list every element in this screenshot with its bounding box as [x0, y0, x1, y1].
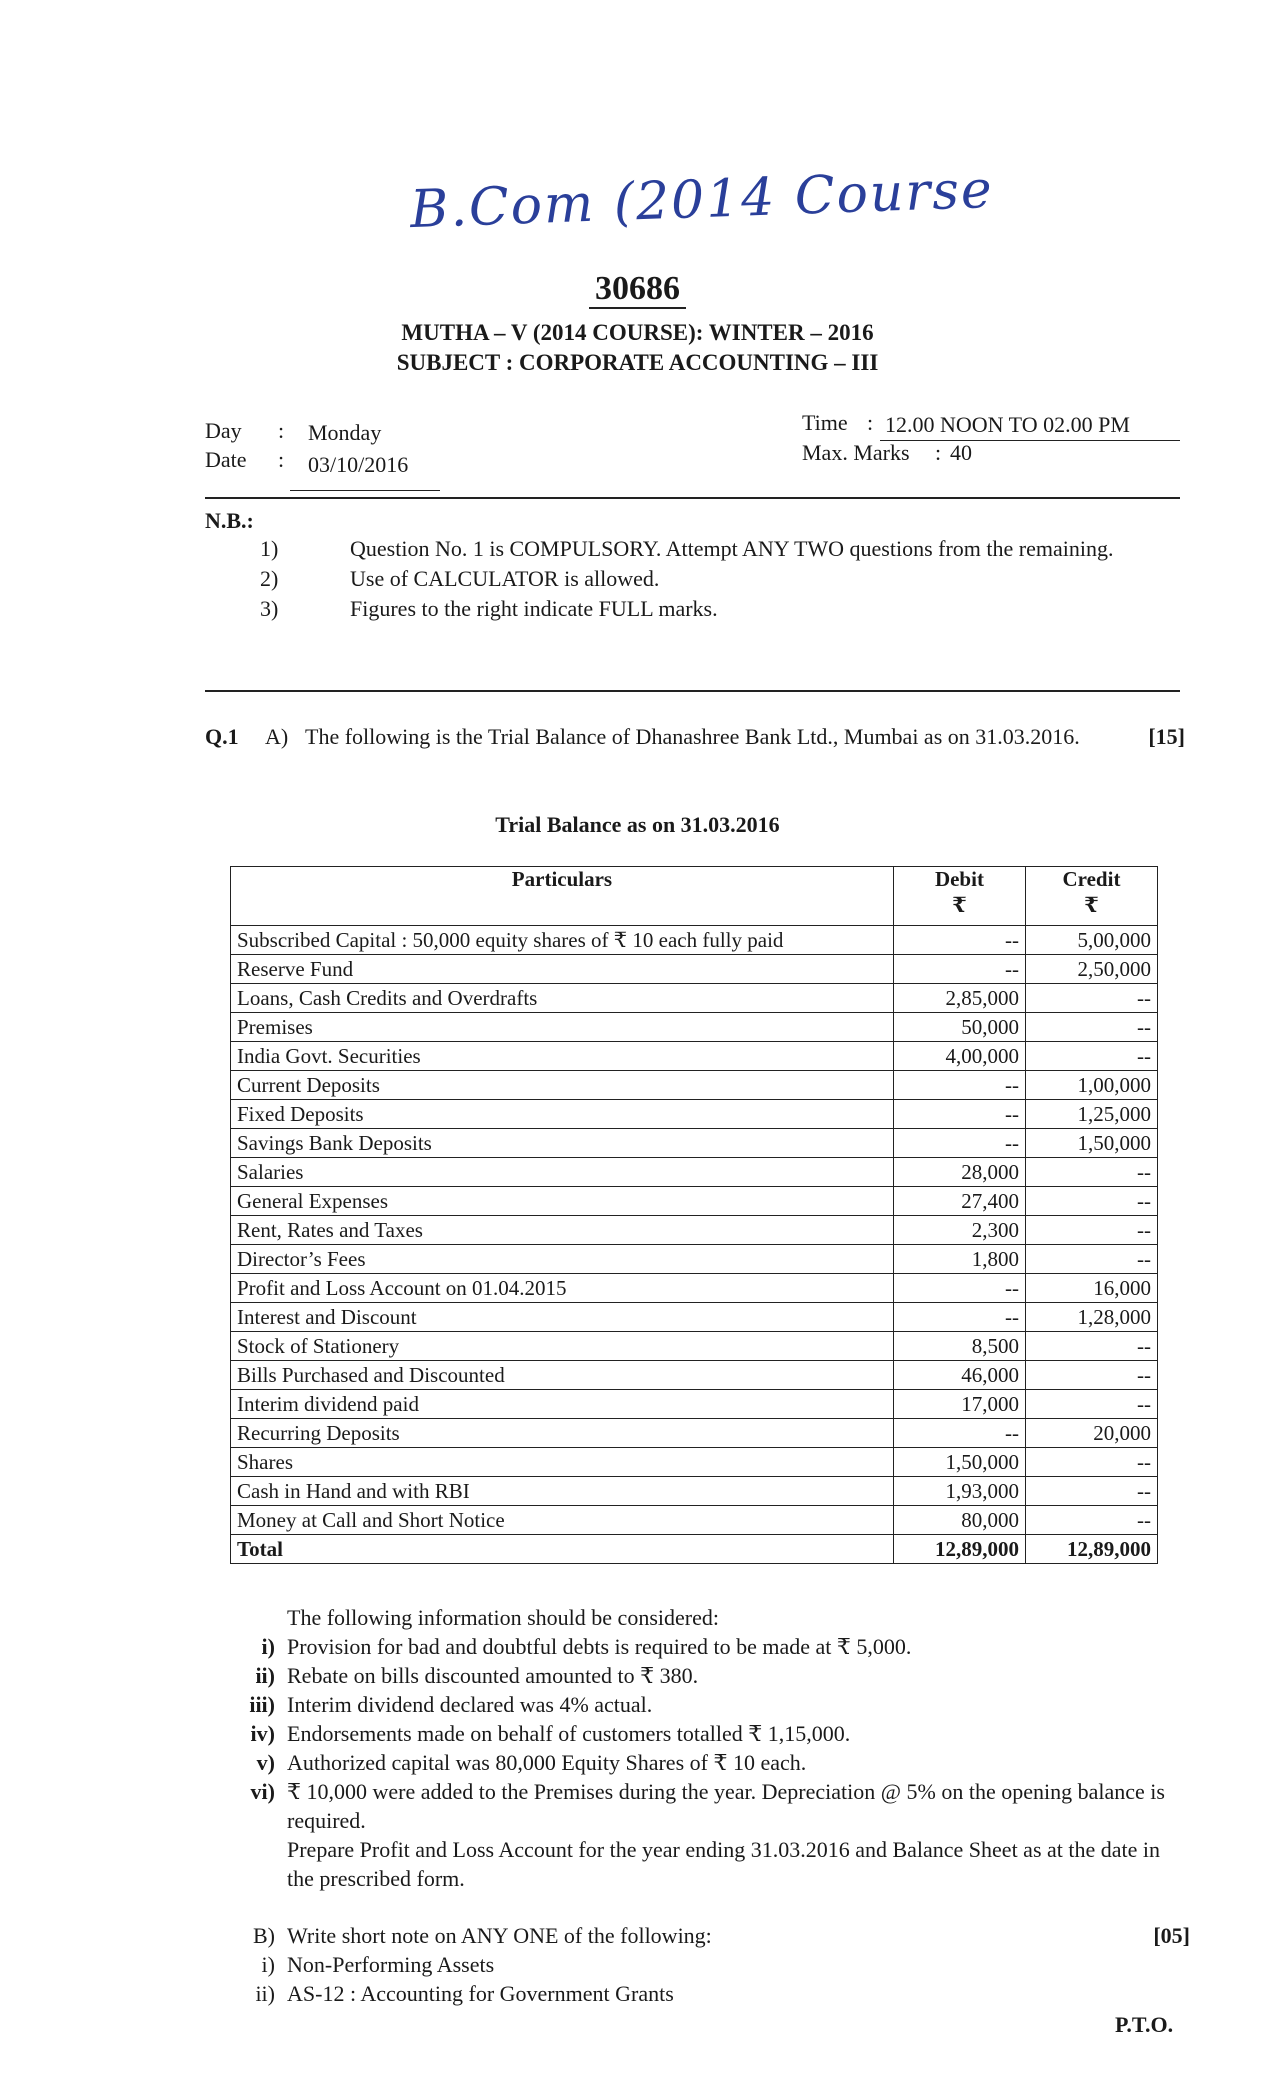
question-text: The following is the Trial Balance of Dhanashree Bank Ltd., Mumbai as on 31.03.2016. — [305, 724, 1080, 749]
credit-cell: 20,000 — [1025, 1419, 1157, 1448]
particulars-cell: Profit and Loss Account on 01.04.2015 — [231, 1274, 894, 1303]
credit-cell: -- — [1025, 1332, 1157, 1361]
debit-cell: 17,000 — [893, 1390, 1025, 1419]
nb-item-number: 3) — [260, 596, 279, 621]
particulars-cell: Interim dividend paid — [231, 1390, 894, 1419]
question-1b-header — [210, 1921, 1190, 1950]
day-colon: : — [278, 418, 285, 443]
credit-cell: -- — [1025, 1506, 1157, 1535]
day-value: Monday — [308, 420, 382, 445]
marks-colon: : — [935, 440, 942, 465]
particulars-cell: Cash in Hand and with RBI — [231, 1477, 894, 1506]
credit-cell: 1,50,000 — [1025, 1129, 1157, 1158]
date-label: Date — [205, 447, 247, 472]
credit-cell: 1,28,000 — [1025, 1303, 1157, 1332]
particulars-cell: Director’s Fees — [231, 1245, 894, 1274]
table-row — [231, 1013, 1158, 1042]
table-row — [231, 1332, 1158, 1361]
credit-cell: 2,50,000 — [1025, 955, 1157, 984]
particulars-cell: Subscribed Capital : 50,000 equity shares of ₹ 10 each fully paid — [231, 926, 894, 955]
date-colon: : — [278, 447, 285, 472]
table-row — [231, 926, 1158, 955]
table-header-row — [231, 867, 1158, 926]
debit-cell: -- — [893, 1303, 1025, 1332]
info-item-text: Interim dividend declared was 4% actual. — [287, 1692, 653, 1717]
table-row — [231, 1506, 1158, 1535]
table-row — [231, 1100, 1158, 1129]
table-row — [231, 1448, 1158, 1477]
credit-cell: -- — [1025, 1042, 1157, 1071]
particulars-cell: Current Deposits — [231, 1071, 894, 1100]
header-credit-label: Credit — [1062, 867, 1121, 891]
info-item-text: Endorsements made on behalf of customers totalled ₹ 1,15,000. — [287, 1721, 851, 1746]
info-item-number: iv) — [250, 1721, 275, 1746]
debit-cell: -- — [893, 926, 1025, 955]
debit-currency: ₹ — [952, 893, 967, 917]
debit-cell: 8,500 — [893, 1332, 1025, 1361]
info-item — [210, 1661, 1190, 1690]
particulars-cell: Rent, Rates and Taxes — [231, 1216, 894, 1245]
additional-information — [210, 1603, 1190, 1893]
particulars-cell: Interest and Discount — [231, 1303, 894, 1332]
info-spacer — [210, 1835, 287, 1893]
option-number: i) — [261, 1952, 275, 1977]
time-label: Time — [802, 410, 848, 435]
debit-cell: 2,300 — [893, 1216, 1025, 1245]
table-row — [231, 1245, 1158, 1274]
particulars-cell: Money at Call and Short Notice — [231, 1506, 894, 1535]
date-value: 03/10/2016 — [308, 452, 409, 477]
info-item — [210, 1690, 1190, 1719]
header-particulars: Particulars — [231, 867, 894, 926]
info-item — [210, 1632, 1190, 1661]
subject-title: SUBJECT : CORPORATE ACCOUNTING – III — [396, 350, 879, 375]
short-note-option — [210, 1979, 1190, 2008]
total-label: Total — [231, 1535, 894, 1564]
debit-cell: 28,000 — [893, 1158, 1025, 1187]
info-intro-row — [210, 1603, 1190, 1632]
debit-cell: 1,800 — [893, 1245, 1025, 1274]
info-items — [210, 1632, 1190, 1835]
question-1a — [205, 722, 1185, 751]
particulars-cell: Salaries — [231, 1158, 894, 1187]
info-item — [210, 1777, 1190, 1835]
table-row — [231, 1042, 1158, 1071]
credit-currency: ₹ — [1084, 893, 1099, 917]
particulars-cell: Reserve Fund — [231, 955, 894, 984]
nb-list — [260, 534, 1180, 624]
debit-cell: 4,00,000 — [893, 1042, 1025, 1071]
credit-cell: 1,25,000 — [1025, 1100, 1157, 1129]
credit-cell: -- — [1025, 1187, 1157, 1216]
table-row — [231, 1477, 1158, 1506]
credit-cell: -- — [1025, 1361, 1157, 1390]
particulars-cell: Recurring Deposits — [231, 1419, 894, 1448]
info-item-text: ₹ 10,000 were added to the Premises during the year. Depreciation @ 5% on the opening balance is required. — [287, 1779, 1165, 1833]
debit-cell: -- — [893, 1100, 1025, 1129]
nb-item-text: Figures to the right indicate FULL marks. — [350, 596, 718, 621]
nb-item-number: 2) — [260, 566, 279, 591]
nb-label: N.B.: — [205, 508, 254, 533]
particulars-cell: Premises — [231, 1013, 894, 1042]
question-marks: [05] — [1153, 1923, 1190, 1948]
debit-cell: -- — [893, 1419, 1025, 1448]
table-row — [231, 1216, 1158, 1245]
nb-item-number: 1) — [260, 536, 279, 561]
info-item — [210, 1748, 1190, 1777]
short-note-option — [210, 1950, 1190, 1979]
question-marks: [15] — [1148, 724, 1185, 749]
info-instruction: Prepare Profit and Loss Account for the year ending 31.03.2016 and Balance Sheet as at the date in the prescribed form. — [287, 1837, 1161, 1891]
info-intro: The following information should be considered: — [287, 1605, 719, 1630]
total-credit: 12,89,000 — [1025, 1535, 1157, 1564]
page-turn-note: P.T.O. — [1115, 2012, 1174, 2037]
debit-cell: -- — [893, 1071, 1025, 1100]
header-debit — [893, 867, 1025, 926]
info-instruction-row — [210, 1835, 1190, 1893]
trial-balance-title: Trial Balance as on 31.03.2016 — [495, 812, 780, 837]
nb-item — [260, 594, 1180, 624]
header-debit-label: Debit — [934, 867, 984, 891]
info-item-number: ii) — [255, 1663, 275, 1688]
debit-cell: -- — [893, 1129, 1025, 1158]
question-number: Q.1 — [205, 724, 239, 749]
credit-cell: -- — [1025, 1158, 1157, 1187]
nb-rule — [205, 690, 1180, 692]
debit-cell: 1,93,000 — [893, 1477, 1025, 1506]
debit-cell: 2,85,000 — [893, 984, 1025, 1013]
table-row — [231, 1071, 1158, 1100]
info-item — [210, 1719, 1190, 1748]
credit-cell: -- — [1025, 1477, 1157, 1506]
table-row — [231, 1361, 1158, 1390]
date-underline — [290, 490, 440, 491]
table-row — [231, 1303, 1158, 1332]
debit-cell: 27,400 — [893, 1187, 1025, 1216]
question-part: A) — [265, 724, 289, 749]
nb-item-text: Question No. 1 is COMPULSORY. Attempt ANY TWO questions from the remaining. — [350, 536, 1114, 561]
debit-cell: 50,000 — [893, 1013, 1025, 1042]
table-row — [231, 1390, 1158, 1419]
debit-cell: -- — [893, 1274, 1025, 1303]
particulars-cell: Bills Purchased and Discounted — [231, 1361, 894, 1390]
table-row — [231, 1129, 1158, 1158]
table-row — [231, 1158, 1158, 1187]
credit-cell: -- — [1025, 1216, 1157, 1245]
trial-balance-table — [230, 866, 1158, 1564]
time-value: 12.00 NOON TO 02.00 PM — [885, 412, 1130, 437]
day-label: Day — [205, 418, 242, 443]
info-item-text: Authorized capital was 80,000 Equity Shares of ₹ 10 each. — [287, 1750, 807, 1775]
header-credit — [1025, 867, 1157, 926]
option-text: AS-12 : Accounting for Government Grants — [287, 1981, 674, 2006]
table-row — [231, 955, 1158, 984]
question-1b — [210, 1921, 1190, 2008]
particulars-cell: Loans, Cash Credits and Overdrafts — [231, 984, 894, 1013]
marks-value: 40 — [950, 440, 972, 465]
paper-code-text: 30686 — [589, 270, 686, 309]
credit-cell: -- — [1025, 1390, 1157, 1419]
nb-item — [260, 564, 1180, 594]
nb-item — [260, 534, 1180, 564]
debit-cell: -- — [893, 955, 1025, 984]
info-item-number: v) — [256, 1750, 275, 1775]
credit-cell: -- — [1025, 1013, 1157, 1042]
header-rule — [205, 497, 1180, 499]
table-row — [231, 1419, 1158, 1448]
exam-title: MUTHA – V (2014 COURSE): WINTER – 2016 — [401, 320, 874, 345]
debit-cell: 80,000 — [893, 1506, 1025, 1535]
particulars-cell: Savings Bank Deposits — [231, 1129, 894, 1158]
question-part: B) — [253, 1923, 275, 1948]
info-item-text: Provision for bad and doubtful debts is required to be made at ₹ 5,000. — [287, 1634, 912, 1659]
table-row — [231, 1274, 1158, 1303]
table-row — [231, 984, 1158, 1013]
particulars-cell: Shares — [231, 1448, 894, 1477]
info-item-number: iii) — [249, 1692, 275, 1717]
particulars-cell: Stock of Stationery — [231, 1332, 894, 1361]
particulars-cell: India Govt. Securities — [231, 1042, 894, 1071]
credit-cell: 1,00,000 — [1025, 1071, 1157, 1100]
handwritten-note: B.Com (2014 Course — [409, 159, 995, 241]
question-text: Write short note on ANY ONE of the following: — [287, 1923, 712, 1948]
total-debit: 12,89,000 — [893, 1535, 1025, 1564]
credit-cell: -- — [1025, 984, 1157, 1013]
info-item-text: Rebate on bills discounted amounted to ₹ 380. — [287, 1663, 699, 1688]
info-item-number: vi) — [250, 1779, 275, 1804]
info-spacer — [210, 1603, 287, 1632]
particulars-cell: Fixed Deposits — [231, 1100, 894, 1129]
particulars-cell: General Expenses — [231, 1187, 894, 1216]
debit-cell: 1,50,000 — [893, 1448, 1025, 1477]
marks-label: Max. Marks — [802, 440, 910, 465]
option-text: Non-Performing Assets — [287, 1952, 495, 1977]
option-number: ii) — [255, 1981, 275, 2006]
time-underline — [880, 440, 1180, 441]
time-colon: : — [867, 410, 874, 435]
table-row — [231, 1187, 1158, 1216]
info-item-number: i) — [261, 1634, 275, 1659]
paper-code — [0, 270, 1275, 308]
nb-item-text: Use of CALCULATOR is allowed. — [350, 566, 660, 591]
credit-cell: -- — [1025, 1245, 1157, 1274]
debit-cell: 46,000 — [893, 1361, 1025, 1390]
credit-cell: 16,000 — [1025, 1274, 1157, 1303]
credit-cell: 5,00,000 — [1025, 926, 1157, 955]
credit-cell: -- — [1025, 1448, 1157, 1477]
total-row — [231, 1535, 1158, 1564]
